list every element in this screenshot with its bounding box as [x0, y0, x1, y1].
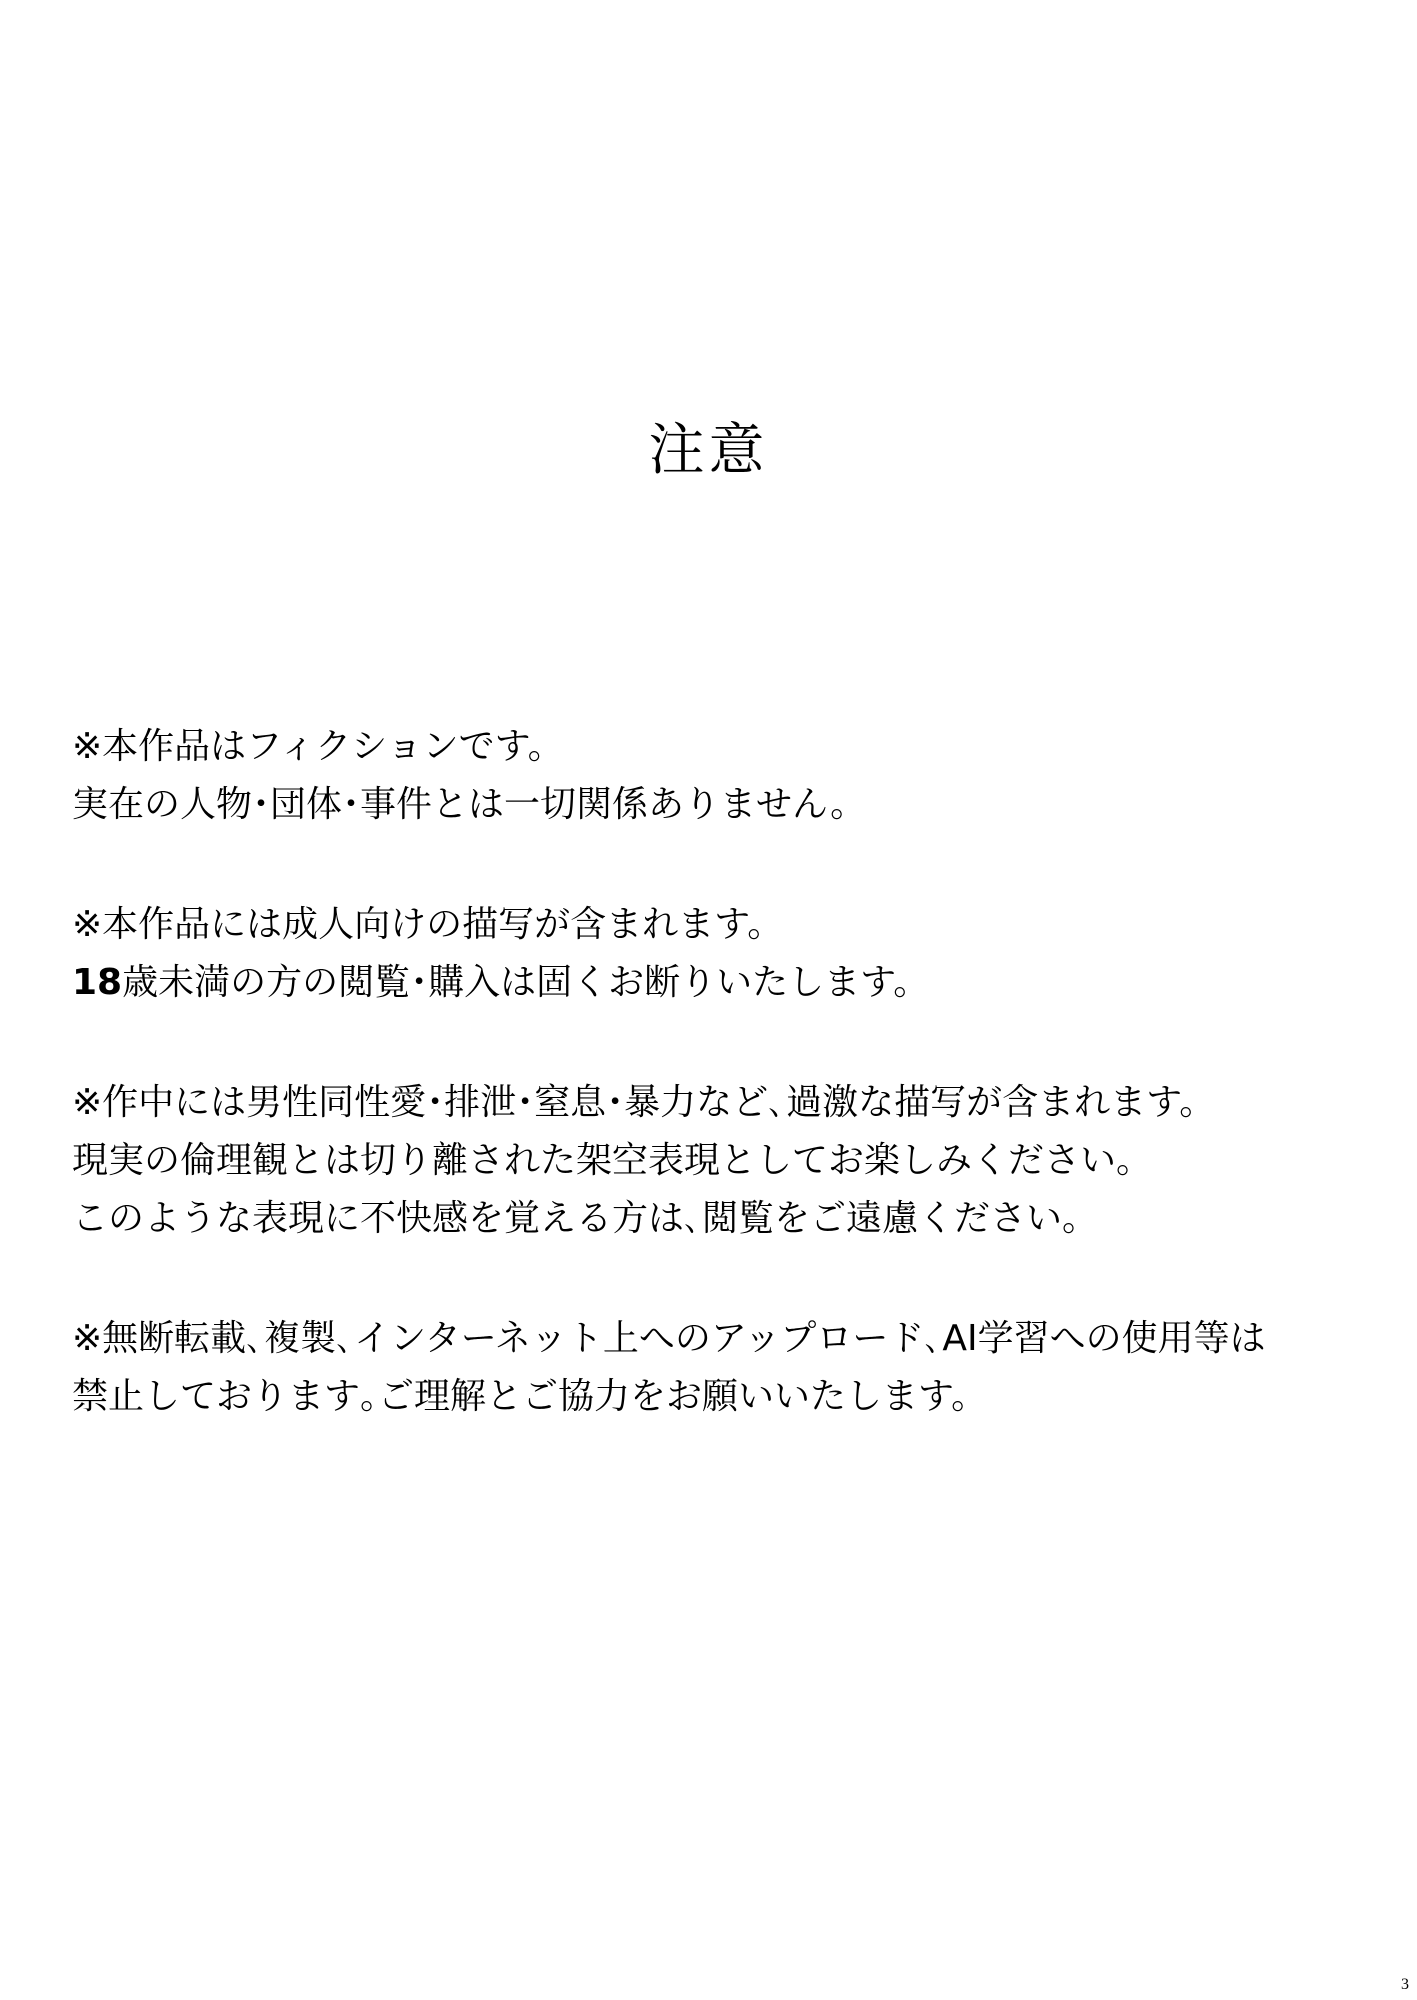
notice-line: 禁止しております｡ご理解とご協力をお願いいたします。: [72, 1376, 988, 1417]
content-warning-notice: [72, 1074, 1372, 1248]
notice-line: ※無断転載､複製､インターネット上へのアップロード､AI学習への使用等は: [72, 1318, 1266, 1359]
page-number: 3: [1401, 1976, 1409, 1993]
notice-line: このような表現に不快感を覚える方は､閲覧をご遠慮ください。: [72, 1198, 1099, 1239]
adult-content-notice: [72, 896, 1372, 1012]
notice-line: ※作中には男性同性愛･排泄･窒息･暴力など､過激な描写が含まれます。: [72, 1082, 1216, 1123]
notice-line: ※本作品には成人向けの描写が含まれます。: [72, 904, 784, 945]
notice-line: ※本作品はフィクションです。: [72, 726, 564, 767]
age-number: 18: [72, 962, 123, 1003]
notice-body: [72, 718, 1372, 1488]
fiction-notice: [72, 718, 1372, 834]
page-title: 注意: [648, 418, 769, 483]
age-restriction-line: [72, 954, 1372, 1012]
notice-line: 現実の倫理観とは切り離された架空表現としてお楽しみください。: [72, 1140, 1153, 1181]
reproduction-notice: [72, 1310, 1372, 1426]
age-restriction-text: 歳未満の方の閲覧･購入は固くお断りいたします。: [122, 962, 930, 1003]
notice-line: 実在の人物･団体･事件とは一切関係ありません。: [72, 784, 867, 825]
